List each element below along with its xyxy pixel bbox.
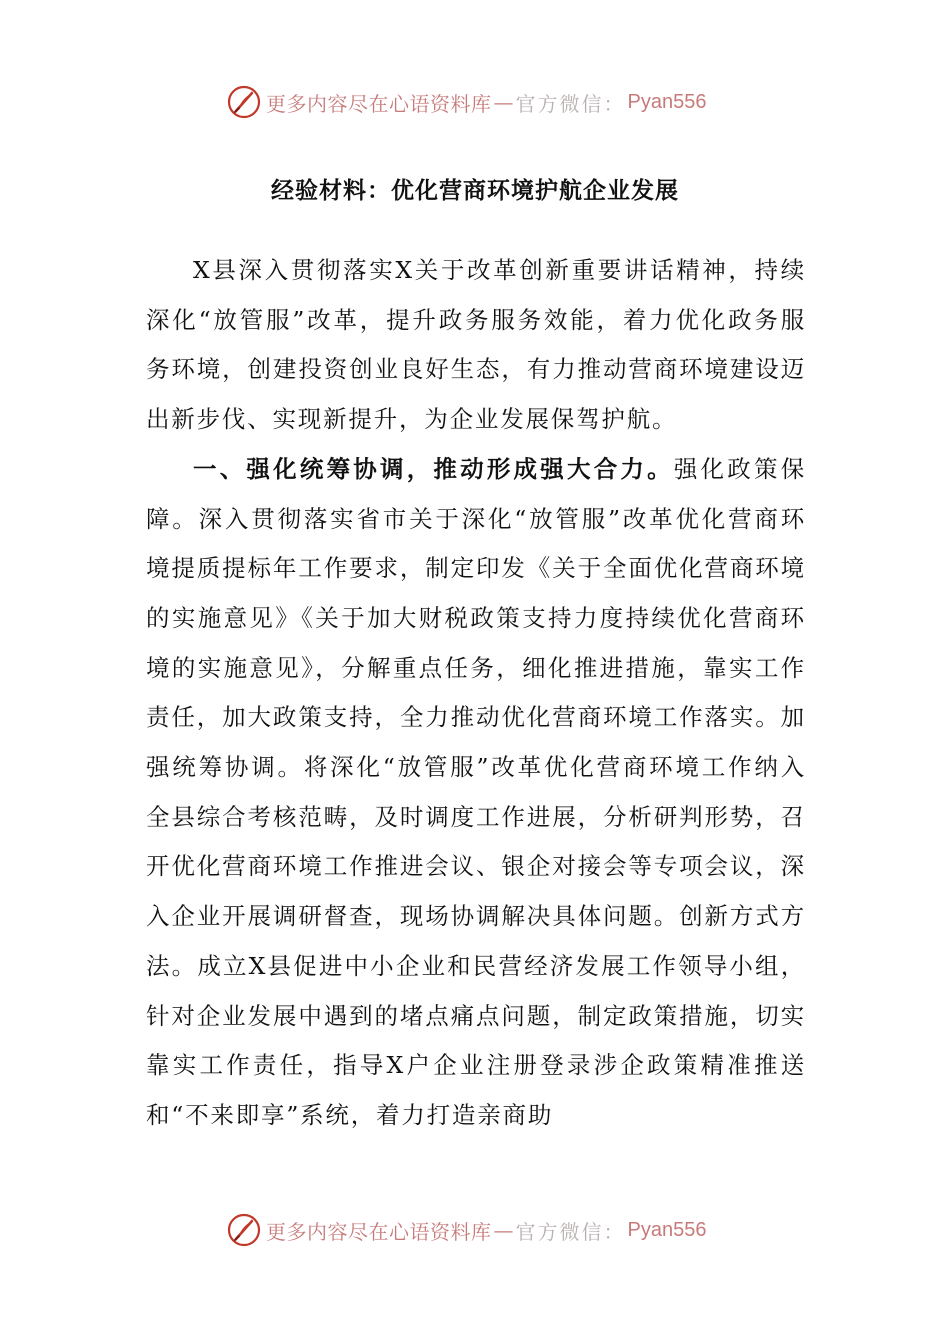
intro-paragraph: X县深入贯彻落实X关于改革创新重要讲话精神，持续深化“放管服”改革，提升政务服务效能，着力优化政务服务环境，创建投资创业良好生态，有力推动营商环境建设迈出新步伐、实现新提升，为企业发展保驾护航。 bbox=[146, 256, 806, 434]
footer-watermark-banner bbox=[226, 1210, 706, 1250]
banner-wechat-label: 官方微信： bbox=[515, 91, 626, 116]
banner-dash: — bbox=[493, 1218, 514, 1242]
quill-pen-logo-icon bbox=[226, 1212, 262, 1248]
banner-wechat-id: Pyan556 bbox=[627, 1218, 707, 1241]
banner-dash: — bbox=[493, 90, 514, 114]
banner-wechat-id: Pyan556 bbox=[627, 90, 707, 113]
header-watermark-banner bbox=[226, 82, 706, 122]
quill-pen-logo-icon bbox=[226, 84, 262, 120]
section-1-heading: 一、强化统筹协调，推动形成强大合力。 bbox=[193, 454, 674, 483]
banner-site-text: 更多内容尽在心语资料库 bbox=[266, 91, 492, 116]
document-title: 经验材料：优化营商环境护航企业发展 bbox=[271, 178, 679, 204]
section-1-body: 强化政策保障。深入贯彻落实省市关于深化“放管服”改革优化营商环境提质提标年工作要求，制定印发《关于全面优化营商环境的实施意见》《关于加大财税政策支持力度持续优化营商环境的实施意见》，分解重点任务，细化推进措施，靠实工作责任，加大政策支持，全力推动优化营商环境工作落实。加强统筹协调。将深化“放管服”改革优化营商环境工作纳入全县综合考核范畴，及时调度工作进展，分析研判形势，召开优化营商环境工作推进会议、银企对接会等专项会议，深入企业开展调研督查，现场协调解决具体问题。创新方式方法。成立X县促进中小企业和民营经济发展工作领导小组，针对企业发展中遇到的堵点痛点问题，制定政策措施，切实靠实工作责任，指导X户企业注册登录涉企政策精准推送和“不来即享”系统，着力打造亲商助 bbox=[146, 454, 806, 1129]
section-1-paragraph bbox=[146, 445, 806, 1141]
document-body bbox=[146, 246, 806, 1141]
banner-wechat-label: 官方微信： bbox=[515, 1219, 626, 1244]
banner-site-text: 更多内容尽在心语资料库 bbox=[266, 1219, 492, 1244]
